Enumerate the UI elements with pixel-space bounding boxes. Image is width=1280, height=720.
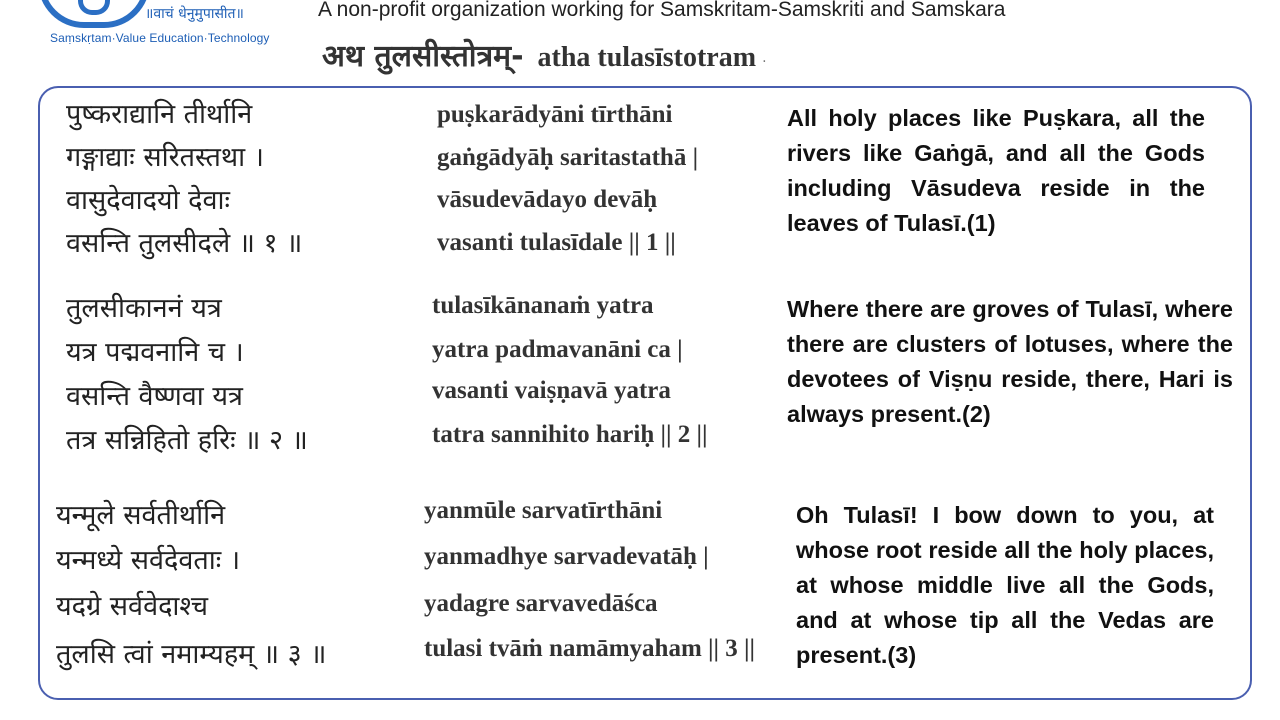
verse-3-devanagari-line-3: यदग्रे सर्ववेदाश्च [56, 591, 209, 622]
verse-3-roman-line-2: yanmadhye sarvadevatāḥ | [424, 543, 709, 570]
verse-1-devanagari-line-4: वसन्ति तुलसीदले ॥ १ ॥ [66, 228, 303, 259]
logo-motto: ॥वाचं धेनुमुपासीत॥ [145, 6, 244, 22]
logo-tagline: Saṃskṛtam·Value Education·Technology [50, 31, 270, 45]
verse-3-roman-line-4: tulasi tvāṁ namāmyaham || 3 || [424, 635, 756, 662]
title-roman: atha tulasīstotram [537, 42, 757, 73]
verse-2-roman-line-3: vasanti vaiṣṇavā yatra [432, 377, 671, 404]
verse-1-devanagari-line-1: पुष्कराद्यानि तीर्थानि [66, 99, 253, 130]
verse-3-translation: Oh Tulasī! I bow down to you, at whose root reside all the holy places, at whose middle live all the Gods, and at whose tip all the Vedas are present.(3) [796, 502, 1214, 668]
verse-3-devanagari-line-2: यन्मध्ये सर्वदेवताः । [56, 545, 241, 576]
verse-2-devanagari-line-1: तुलसीकाननं यत्र [66, 293, 222, 324]
organization-subtitle: A non-profit organization working for Samskritam-Samskriti and Samskara [318, 0, 1006, 21]
verse-2-devanagari-line-4: तत्र सन्निहितो हरिः ॥ २ ॥ [66, 425, 308, 456]
verse-3-roman-line-1: yanmūle sarvatīrthāni [424, 497, 663, 524]
verse-1-devanagari-line-3: वासुदेवादयो देवाः [66, 185, 230, 216]
verse-1-devanagari-line-2: गङ्गाद्याः सरितस्तथा । [66, 142, 264, 173]
verse-2-roman-line-1: tulasīkānanaṁ yatra [432, 292, 654, 319]
verse-2-devanagari-line-3: वसन्ति वैष्णवा यत्र [66, 381, 243, 412]
verse-1-roman-line-1: puṣkarādyāni tīrthāni [437, 101, 673, 128]
verse-2-roman-line-2: yatra padmavanāni ca | [432, 336, 683, 363]
verse-2-translation: Where there are groves of Tulasī, where there are clusters of lotuses, where the devotees of Viṣṇu reside, there, Hari is always present.(2) [787, 296, 1233, 427]
page-title [322, 34, 767, 75]
verse-1-roman-line-2: gaṅgādyāḥ saritastathā | [437, 144, 699, 171]
verse-1-roman-line-4: vasanti tulasīdale || 1 || [437, 229, 676, 256]
verse-3-devanagari-line-1: यन्मूले सर्वतीर्थानि [56, 500, 226, 531]
verse-3-devanagari-line-4: तुलसि त्वां नमाम्यहम् ॥ ३ ॥ [56, 639, 327, 670]
verse-3-roman-line-3: yadagre sarvavedāśca [424, 590, 658, 617]
verse-2-devanagari-line-2: यत्र पद्मवनानि च । [66, 337, 244, 368]
verse-1-translation: All holy places like Puṣkara, all the rivers like Gaṅgā, and all the Gods including Vāsudeva reside in the leaves of Tulasī.(1) [787, 105, 1205, 236]
verse-1-roman-line-3: vāsudevādayo devāḥ [437, 186, 658, 213]
title-devanagari: अथ तुलसीस्तोत्रम्- [322, 39, 524, 74]
verse-2-roman-line-4: tatra sannihito hariḥ || 2 || [432, 421, 708, 448]
title-dot: · [762, 54, 767, 70]
